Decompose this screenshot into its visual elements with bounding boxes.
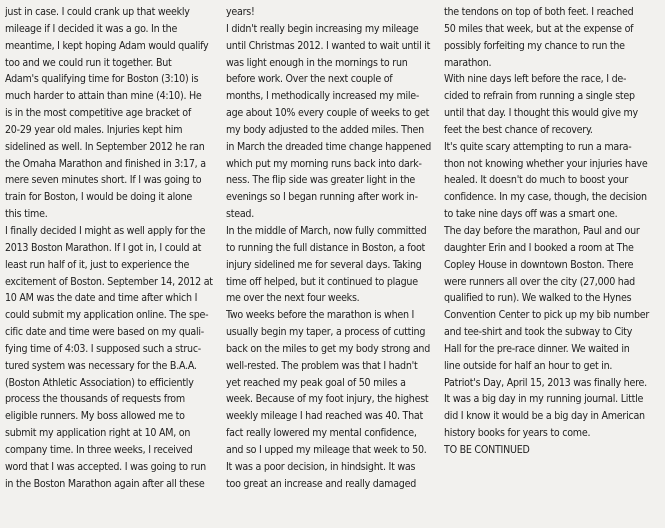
- text-line: to running the full distance in Boston, a foot: [226, 241, 426, 254]
- text-line: tured system was necessary for the B.A.A.: [5, 359, 197, 372]
- text-line: weekly mileage I had reached was 40. That: [226, 410, 423, 423]
- text-line: week. Because of my foot injury, the highest: [226, 393, 429, 406]
- text-line: marathon.: [444, 56, 492, 69]
- text-line: Two weeks before the marathon is when I: [226, 309, 415, 322]
- text-line: to take nine days off was a smart one.: [444, 208, 618, 221]
- text-line: fying time of 4:03. I supposed such a struc-: [5, 342, 201, 355]
- text-line: just in case. I could crank up that weekly: [5, 6, 190, 18]
- text-line: evenings so I began running after work in-: [226, 191, 418, 204]
- text-line: With nine days left before the race, I de-: [444, 73, 627, 86]
- text-line: usually begin my taper, a process of cutting: [226, 326, 426, 339]
- text-line: much harder to attain than mine (4:10). He: [5, 90, 202, 103]
- text-line: In the middle of March, now fully committed: [226, 224, 427, 237]
- text-line: is in the most competitive age bracket of: [5, 107, 191, 120]
- text-line: was light enough in the mornings to run: [226, 56, 408, 69]
- text-line: which put my morning runs back into dark-: [226, 157, 422, 170]
- text-line: too and we could run it together. But: [5, 56, 172, 69]
- text-line: confidence. In my case, though, the decision: [444, 191, 647, 204]
- article-column-3: [444, 4, 662, 459]
- text-line: fact really lowered my mental confidence,: [226, 427, 417, 440]
- text-line: submit my application right at 10 AM, on: [5, 427, 191, 440]
- text-line: excitement of Boston. September 14, 2012 at: [5, 275, 213, 288]
- text-line: It's quite scary attempting to run a mara-: [444, 140, 632, 153]
- text-line: too great an increase and really damaged: [226, 477, 417, 490]
- text-line: It was a big day in my running journal. Little: [444, 393, 644, 406]
- text-line: company time. In three weeks, I received: [5, 443, 193, 456]
- text-line: word that I was accepted. I was going to run: [5, 460, 206, 473]
- text-line: could submit my application online. The spe-: [5, 309, 209, 322]
- text-line: healed. It doesn't do much to boost your: [444, 174, 629, 187]
- text-line: Adam's qualifying time for Boston (3:10) is: [5, 73, 199, 86]
- text-line: qualified to run). We walked to the Hynes: [444, 292, 632, 305]
- text-line: mere seven minutes short. If I was going to: [5, 174, 202, 187]
- text-line: It was a poor decision, in hindsight. It was: [226, 460, 416, 473]
- text-line: until Christmas 2012. I wanted to wait until it: [226, 39, 431, 52]
- text-line: Patriot's Day, April 15, 2013 was finally here.: [444, 376, 647, 389]
- text-line: possibly forfeiting my chance to run the: [444, 39, 625, 52]
- text-line: in March the dreaded time change happened: [226, 140, 432, 153]
- text-line: the tendons on top of both feet. I reached: [444, 6, 634, 18]
- text-line: Copley House in downtown Boston. There: [444, 258, 634, 271]
- text-line: me over the next four weeks.: [226, 292, 360, 305]
- text-line: months, I methodically increased my mile-: [226, 90, 420, 103]
- text-line: Convention Center to pick up my bib number: [444, 309, 650, 322]
- text-line: train for Boston, I would be doing it alone: [5, 191, 193, 204]
- text-line: did I know it would be a big day in American: [444, 410, 645, 423]
- text-line: Hall for the pre-race dinner. We waited in: [444, 342, 630, 355]
- text-line: history books for years to come.: [444, 427, 591, 440]
- text-line: injury sidelined me for several days. Taking: [226, 258, 422, 271]
- text-line: The day before the marathon, Paul and our: [444, 224, 640, 237]
- text-line: 50 miles that week, but at the expense of: [444, 22, 634, 35]
- text-line: cific date and time were based on my quali-: [5, 326, 204, 339]
- text-line: yet reached my peak goal of 50 miles a: [226, 376, 406, 389]
- text-line: I didn't really begin increasing my mileage: [226, 22, 419, 35]
- text-line: daughter Erin and I booked a room at The: [444, 241, 634, 254]
- text-line: this time.: [5, 208, 48, 221]
- text-line: back on the miles to get my body strong and: [226, 342, 431, 355]
- text-line: feet the best chance of recovery.: [444, 123, 593, 136]
- text-line: sidelined as well. In September 2012 he ran: [5, 140, 205, 153]
- text-line: stead.: [226, 208, 254, 221]
- text-line: before work. Over the next couple of: [226, 73, 393, 86]
- text-line: least run half of it, just to experience the: [5, 258, 190, 271]
- text-line: thon not knowing whether your injuries have: [444, 157, 648, 170]
- text-line: years!: [226, 6, 255, 18]
- text-line: age about 10% every couple of weeks to get: [226, 107, 430, 120]
- text-line: 10 AM was the date and time after which I: [5, 292, 198, 305]
- text-line: and tee-shirt and took the subway to City: [444, 326, 633, 339]
- text-line: my body adjusted to the added miles. Then: [226, 123, 424, 136]
- text-line: 20-29 year old males. Injuries kept him: [5, 123, 183, 136]
- text-line: and so I upped my mileage that week to 50.: [226, 443, 427, 456]
- text-line: well-rested. The problem was that I hadn't: [226, 359, 418, 372]
- text-line: mileage if I decided it was a go. In the: [5, 22, 178, 35]
- text-line: eligible runners. My boss allowed me to: [5, 410, 185, 423]
- article-column-1: [5, 4, 217, 492]
- text-line: until that day. I thought this would give my: [444, 107, 638, 120]
- text-line: were runners all over the city (27,000 had: [444, 275, 635, 288]
- text-line: (Boston Athletic Association) to efficiently: [5, 376, 194, 389]
- text-line: time off helped, but it continued to plague: [226, 275, 418, 288]
- article-column-2: [226, 4, 438, 492]
- text-line: process the thousands of requests from: [5, 393, 185, 406]
- text-line: meantime, I kept hoping Adam would qualify: [5, 39, 209, 52]
- text-line: in the Boston Marathon again after all these: [5, 477, 205, 490]
- text-line: the Omaha Marathon and finished in 3:17, a: [5, 157, 206, 170]
- text-line: I finally decided I might as well apply for the: [5, 224, 206, 237]
- to-be-continued: TO BE CONTINUED: [444, 443, 530, 456]
- text-line: cided to refrain from running a single step: [444, 90, 635, 103]
- text-line: 2013 Boston Marathon. If I got in, I could at: [5, 241, 202, 254]
- text-line: ness. The flip side was greater light in the: [226, 174, 416, 187]
- text-line: line outside for half an hour to get in.: [444, 359, 613, 372]
